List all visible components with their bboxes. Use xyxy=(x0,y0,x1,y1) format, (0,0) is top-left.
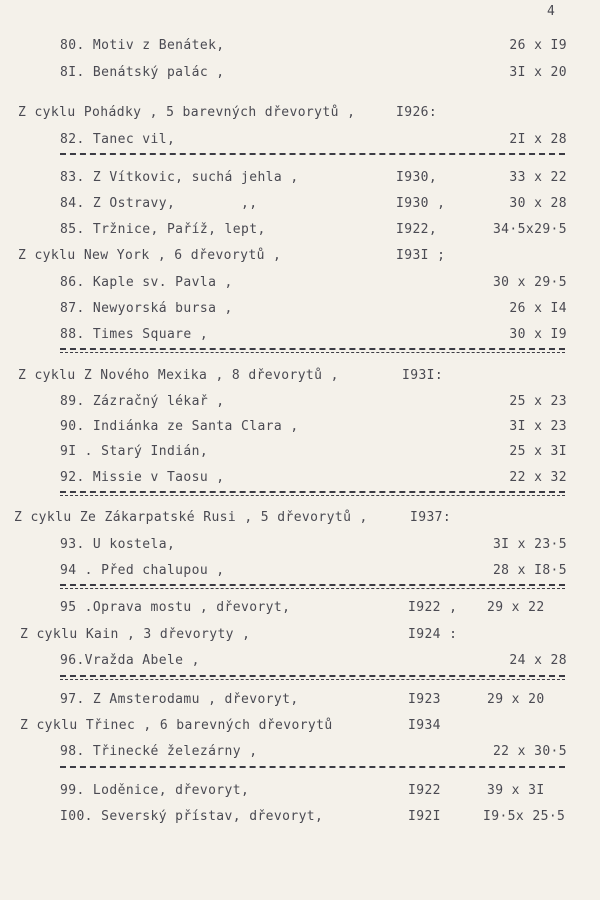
entry-measure: 22 x 30·5 xyxy=(492,744,567,759)
entry-text: 87. Newyorská bursa , xyxy=(60,301,233,316)
list-item xyxy=(0,807,600,827)
entry-measure: 29 x 20 xyxy=(487,692,545,707)
list-item xyxy=(0,468,600,488)
entry-year: I922 xyxy=(408,783,441,798)
cycle-text: Z cyklu Ze Zákarpatské Rusi , 5 dřevorytů , xyxy=(14,510,368,525)
entry-measure: 26 x I9 xyxy=(509,38,567,53)
entry-measure: I9·5x 25·5 xyxy=(483,809,566,824)
list-item xyxy=(0,561,600,581)
entry-text: 99. Loděnice, dřevoryt, xyxy=(60,783,250,798)
divider xyxy=(60,491,565,493)
divider xyxy=(60,584,565,586)
entry-measure: 28 x I8·5 xyxy=(492,563,567,578)
entry-measure: 39 x 3I xyxy=(487,783,545,798)
list-item xyxy=(0,781,600,801)
list-item xyxy=(0,130,600,150)
entry-text: 88. Times Square , xyxy=(60,327,209,342)
cycle-heading xyxy=(0,103,600,123)
cycle-text: Z cyklu Kain , 3 dřevoryty , xyxy=(20,627,251,642)
entry-measure: 26 x I4 xyxy=(509,301,567,316)
entry-measure: 25 x 23 xyxy=(509,394,567,409)
entry-year: I92I xyxy=(408,809,441,824)
entry-text: 96.Vražda Abele , xyxy=(60,653,200,668)
entry-measure: 33 x 22 xyxy=(509,170,567,185)
entry-measure: 3I x 23·5 xyxy=(492,537,567,552)
list-item xyxy=(0,63,600,83)
entry-text: 84. Z Ostravy, ,, xyxy=(60,196,258,211)
cycle-heading xyxy=(0,625,600,645)
entry-text: 92. Missie v Taosu , xyxy=(60,470,225,485)
entry-measure: 24 x 28 xyxy=(509,653,567,668)
entry-text: 89. Zázračný lékař , xyxy=(60,394,225,409)
list-item xyxy=(0,690,600,710)
divider xyxy=(60,766,565,768)
entry-measure: 3I x 20 xyxy=(509,65,567,80)
entry-text: 85. Tržnice, Paříž, lept, xyxy=(60,222,266,237)
list-item xyxy=(0,742,600,762)
list-item xyxy=(0,299,600,319)
entry-year: I930, xyxy=(396,170,438,185)
entry-text: 97. Z Amsterodamu , dřevoryt, xyxy=(60,692,299,707)
list-item xyxy=(0,598,600,618)
entry-year: I93I: xyxy=(402,368,444,383)
divider xyxy=(60,675,565,677)
entry-measure: 25 x 3I xyxy=(509,444,567,459)
entry-measure: 30 x 28 xyxy=(509,196,567,211)
entry-year: I922 , xyxy=(408,600,458,615)
list-item xyxy=(0,36,600,56)
cycle-heading xyxy=(0,508,600,528)
list-item xyxy=(0,417,600,437)
entry-measure: 22 x 32 xyxy=(509,470,567,485)
entry-measure: 2I x 28 xyxy=(509,132,567,147)
entry-text: 93. U kostela, xyxy=(60,537,176,552)
entry-measure: 3I x 23 xyxy=(509,419,567,434)
entry-text: 95 .Oprava mostu , dřevoryt, xyxy=(60,600,291,615)
list-item xyxy=(0,194,600,214)
entry-text: I00. Severský přístav, dřevoryt, xyxy=(60,809,324,824)
entry-year: I937: xyxy=(410,510,452,525)
entry-year: I926: xyxy=(396,105,438,120)
cycle-heading xyxy=(0,716,600,736)
entry-text: 86. Kaple sv. Pavla , xyxy=(60,275,233,290)
entry-year: I934 xyxy=(408,718,441,733)
entry-text: 83. Z Vítkovic, suchá jehla , xyxy=(60,170,299,185)
entry-text: 98. Třinecké železárny , xyxy=(60,744,258,759)
entry-text: 8I. Benátský palác , xyxy=(60,65,225,80)
list-item xyxy=(0,651,600,671)
entry-measure: 30 x I9 xyxy=(509,327,567,342)
list-item xyxy=(0,392,600,412)
list-item xyxy=(0,442,600,462)
divider xyxy=(60,153,565,155)
cycle-text: Z cyklu Z Nového Mexika , 8 dřevorytů , xyxy=(18,368,339,383)
entry-measure: 30 x 29·5 xyxy=(492,275,567,290)
entry-text: 90. Indiánka ze Santa Clara , xyxy=(60,419,299,434)
list-item xyxy=(0,535,600,555)
list-item xyxy=(0,220,600,240)
cycle-heading xyxy=(0,366,600,386)
entry-text: 9I . Starý Indián, xyxy=(60,444,209,459)
entry-measure: 34·5x29·5 xyxy=(492,222,567,237)
entry-year: I93I ; xyxy=(396,248,446,263)
cycle-text: Z cyklu Třinec , 6 barevných dřevorytů xyxy=(20,718,333,733)
entry-text: 82. Tanec vil, xyxy=(60,132,176,147)
entry-text: 94 . Před chalupou , xyxy=(60,563,225,578)
entry-measure: 29 x 22 xyxy=(487,600,545,615)
entry-year: I924 : xyxy=(408,627,458,642)
list-item xyxy=(0,168,600,188)
cycle-text: Z cyklu Pohádky , 5 barevných dřevorytů , xyxy=(18,105,356,120)
entry-year: I923 xyxy=(408,692,441,707)
entry-text: 80. Motiv z Benátek, xyxy=(60,38,225,53)
entry-year: I922, xyxy=(396,222,438,237)
list-item xyxy=(0,273,600,293)
cycle-text: Z cyklu New York , 6 dřevorytů , xyxy=(18,248,282,263)
cycle-heading xyxy=(0,246,600,266)
list-item xyxy=(0,325,600,345)
entry-year: I930 , xyxy=(396,196,446,211)
divider xyxy=(60,348,565,350)
page-number: 4 xyxy=(547,4,556,19)
